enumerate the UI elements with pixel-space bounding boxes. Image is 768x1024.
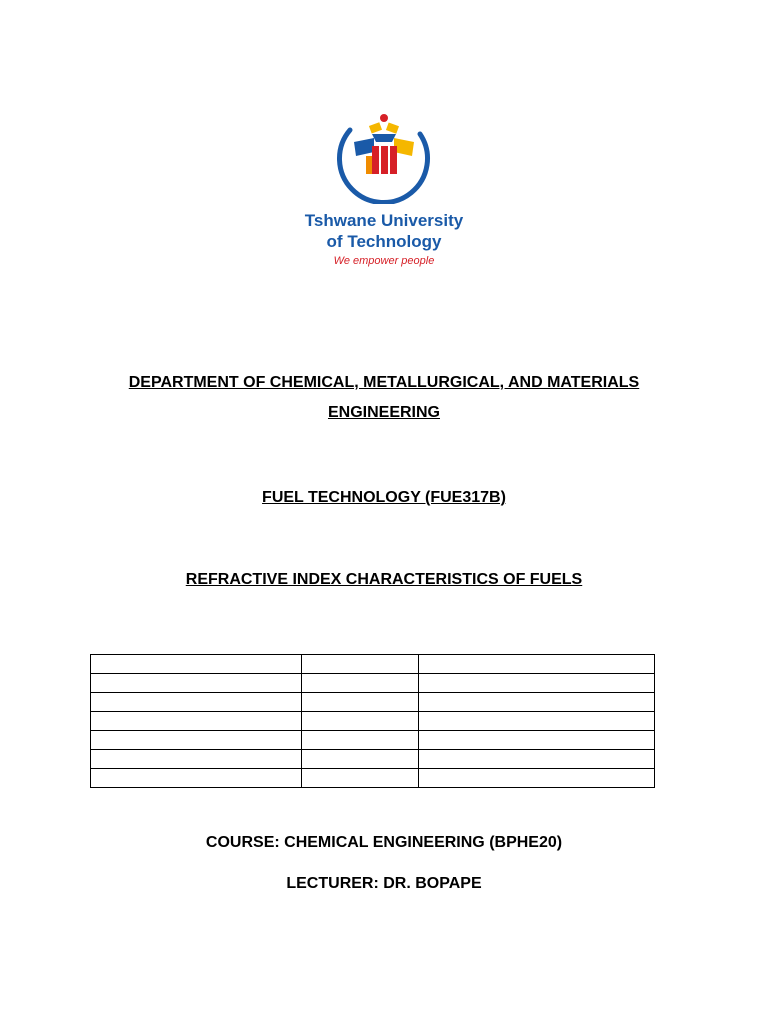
table-cell bbox=[419, 712, 655, 731]
university-tagline: We empower people bbox=[333, 255, 435, 267]
table-row bbox=[91, 674, 655, 693]
member-table-body bbox=[91, 655, 655, 788]
table-cell bbox=[302, 693, 419, 712]
table-row bbox=[91, 769, 655, 788]
report-title: REFRACTIVE INDEX CHARACTERISTICS OF FUELS bbox=[185, 571, 583, 588]
lecturer-line: LECTURER: DR. BOPAPE bbox=[286, 875, 482, 892]
member-table bbox=[90, 654, 655, 788]
table-cell bbox=[302, 731, 419, 750]
table-cell bbox=[91, 769, 302, 788]
table-cell bbox=[419, 769, 655, 788]
table-cell bbox=[91, 750, 302, 769]
table-cell bbox=[419, 693, 655, 712]
course-line: COURSE: CHEMICAL ENGINEERING (BPHE20) bbox=[205, 834, 563, 851]
table-cell bbox=[302, 769, 419, 788]
table-cell bbox=[91, 731, 302, 750]
table-cell bbox=[91, 674, 302, 693]
table-row bbox=[91, 731, 655, 750]
table-row bbox=[91, 693, 655, 712]
table-cell bbox=[302, 655, 419, 674]
table-cell bbox=[419, 674, 655, 693]
department-heading bbox=[0, 368, 768, 428]
table-cell bbox=[302, 750, 419, 769]
table-cell bbox=[91, 693, 302, 712]
university-name-line1: Tshwane University bbox=[304, 211, 464, 230]
department-line1: DEPARTMENT OF CHEMICAL, METALLURGICAL, AND MATERIALS bbox=[128, 374, 640, 391]
table-cell bbox=[91, 655, 302, 674]
table-cell bbox=[419, 655, 655, 674]
table-cell bbox=[302, 674, 419, 693]
university-name bbox=[0, 210, 768, 252]
university-logo bbox=[0, 112, 768, 268]
table-cell bbox=[419, 750, 655, 769]
table-cell bbox=[91, 712, 302, 731]
table-cell bbox=[419, 731, 655, 750]
table-row bbox=[91, 750, 655, 769]
table-row bbox=[91, 712, 655, 731]
table-cell bbox=[302, 712, 419, 731]
university-name-line2: of Technology bbox=[326, 232, 442, 251]
department-line2: ENGINEERING bbox=[327, 404, 440, 421]
tut-emblem-icon bbox=[336, 112, 432, 204]
table-row bbox=[91, 655, 655, 674]
subject-heading: FUEL TECHNOLOGY (FUE317B) bbox=[262, 489, 506, 506]
